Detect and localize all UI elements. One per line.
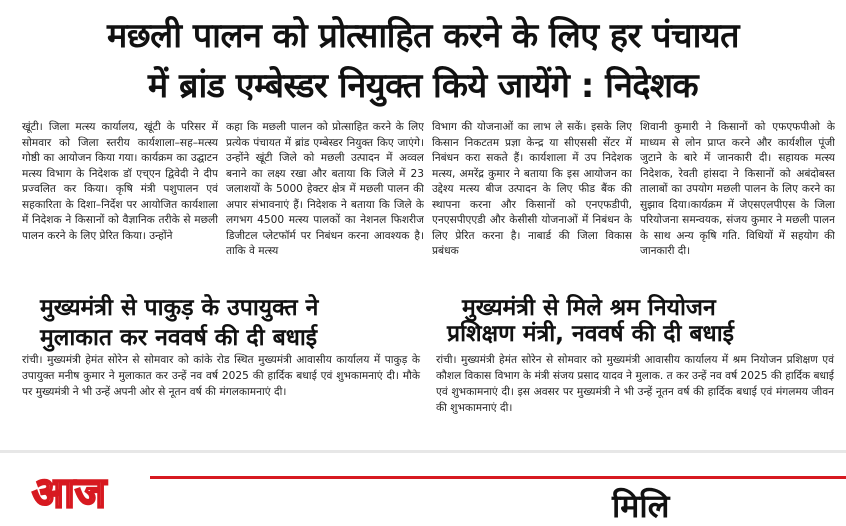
newspaper-logo: आज (32, 468, 107, 517)
story2-headline-line1: मुख्यमंत्री से पाकुड़ के उपायुक्त ने (40, 295, 319, 321)
logo-rule (150, 476, 846, 479)
story3-headline-line1: मुख्यमंत्री से मिले श्रम नियोजन (462, 295, 716, 321)
section-divider (0, 450, 846, 453)
story2-headline-line2: मुलाकात कर नववर्ष की दी बधाई (40, 325, 318, 351)
article-column-4: शिवानी कुमारी ने किसानों को एफएफपीओ के माध्यम से लोन प्राप्त करने और कार्यशील पूंजी जुटाने के बारे में जानकारी दी। सहायक मत्स्य निदेशक, रेवती हांसदा ने किसानों को अबंदोबस्त तालाबों का उपयोग मछली पालन के लिए करने का सुझाव दिया।कार्यक्रम में जेएसएलपीएस के जिला परियोजना समन्वयक, संजय कुमार ने मछली पालन के साथ अन्य कृषि गति. विधियों में सहयोग की जानकारी दी। (640, 121, 835, 257)
story3-body: रांची। मुख्यमंत्री हेमंत सोरेन से सोमवार को मुख्यमंत्री आवासीय कार्यालय में श्रम नियोजन प्रशिक्षण एवं कौशल विकास विभाग के मंत्री संजय प्रसाद यादव ने मुलाक. त कर उन्हें नव वर्ष 2025 की हार्दिक बधाई एवं शुभकामनाएं दी। इस अवसर पर मुख्यमंत्री ने भी उन्हें नूतन वर्ष की हार्दिक बधाई एवं मंगलमय जीवन की शुभकामनाएं दी। (436, 354, 834, 414)
article-column-2: कहा कि मछली पालन को प्रोत्साहित करने के लिए प्रत्येक पंचायत में ब्रांड एम्बेस्डर नियुक्त किए जाएंगे। उन्होंने खूंटी जिले को मछली उत्पादन में अव्वल बनाने का लक्ष्य रखा और बताया कि जिले में 23 जलाशयों के 5000 हेक्टर क्षेत्र में मछली पालन की अपार संभावनाएं हैं। निदेशक ने बताया कि जिले के लगभग 4500 मत्स्य पालकों का नेशनल फिशरीज डिजीटल प्लेटफॉर्म पर निबंधन करना आवश्यक है। ताकि वे मत्स्य (226, 121, 424, 257)
story2-body: रांची। मुख्यमंत्री हेमंत सोरेन से सोमवार को कांके रोड स्थित मुख्यमंत्री आवासीय कार्यालय में पाकुड़ के उपायुक्त मनीष कुमार ने मुलाकात कर उन्हें नव वर्ष 2025 की हार्दिक बधाई एवं शुभकामनाएं दी। मौके पर मुख्यमंत्री ने भी उन्हें अपनी ओर से नूतन वर्ष की मंगलकामनाएं दी। (22, 354, 420, 398)
main-headline-line1: मछली पालन को प्रोत्साहित करने के लिए हर पंचायत (106, 16, 739, 56)
article-column-1: खूंटी। जिला मत्स्य कार्यालय, खूंटी के परिसर में सोमवार को जिला स्तरीय कार्यशाला–सह–मत्स्य गोष्ठी का आयोजन किया गया। कार्यक्रम का उद्घाटन मत्स्य विभाग के निदेशक डॉ एच्एन द्विवेदी ने दीप प्रज्वलित कर किया। कृषि मंत्री पशुपालन एवं सहकारिता के दिशा–निर्देश पर आयोजित कार्यशाला में निदेशक ने किसानों को वैज्ञानिक तरीके से मछली पालन करने के लिए प्रेरित किया। उन्होंने (22, 121, 218, 242)
article-column-3: विभाग की योजनाओं का लाभ ले सकें। इसके लिए किसान निकटतम प्रज्ञा केन्द्र या सीएससी सेंटर में निबंधन करा सकते हैं। कार्यशाला में उप निदेशक मत्स्य, अमरेंद्र कुमार ने बताया कि इस आयोजन का उद्देश्य मत्स्य बीज उत्पादन के लिए फीड बैंक की स्थापना करना और किसानों को एनएफडीपी, एनएसपीएएडी और केसीसी योजनाओं में निबंधन के लिए प्रेरित करना है। नाबार्ड की जिला विकास प्रबंधक (432, 121, 632, 257)
story3-headline-line2: प्रशिक्षण मंत्री, नववर्ष की दी बधाई (447, 321, 734, 347)
next-headline-fragment: मिलि (612, 487, 670, 525)
main-headline-line2: में ब्रांड एम्बेस्डर नियुक्त किये जायेंगे : निदेशक (147, 66, 699, 106)
